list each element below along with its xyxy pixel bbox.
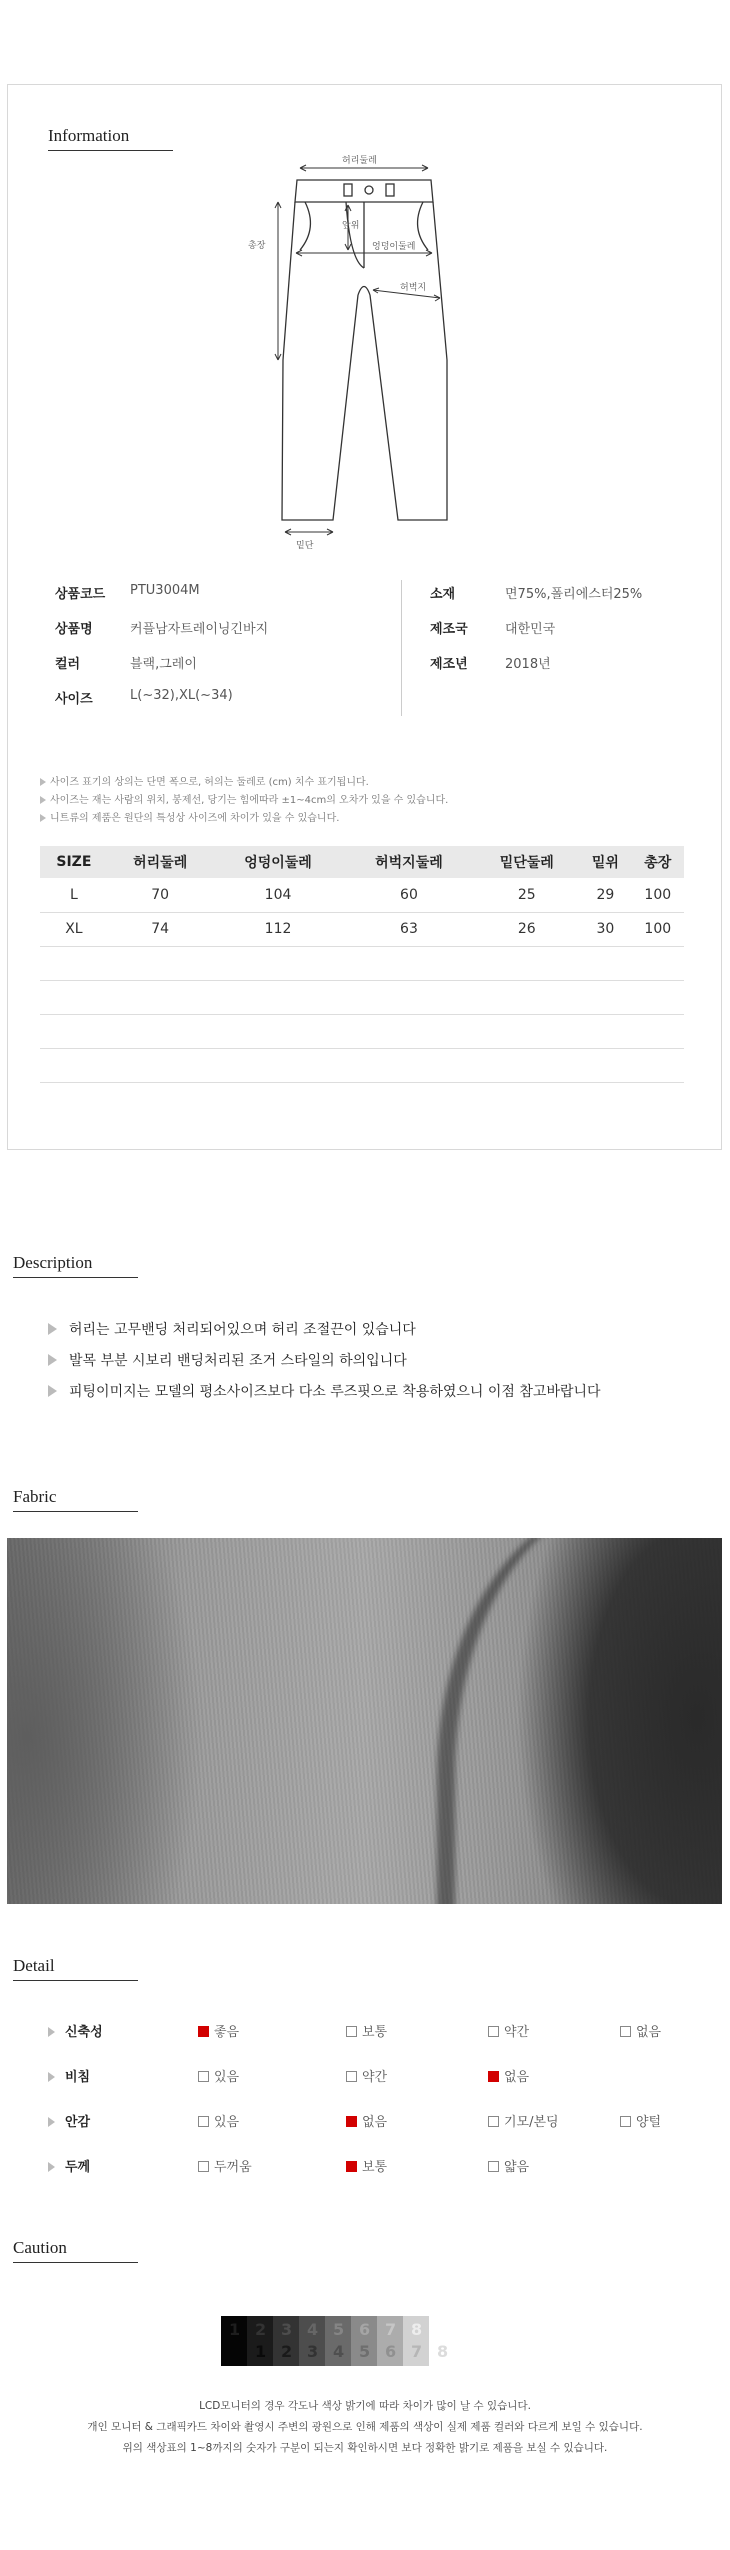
spec-value: PTU3004M <box>130 583 200 598</box>
option: 양털 <box>620 2111 661 2130</box>
spec-key: 제조년 <box>430 657 468 672</box>
table-cell: 29 <box>579 878 631 912</box>
spec-value: 블랙,그레이 <box>130 657 197 672</box>
table-row <box>40 912 684 946</box>
checkbox-icon <box>198 2071 209 2082</box>
note-item: 니트류의 제품은 원단의 특성상 사이즈에 차이가 있을 수 있습니다. <box>40 810 448 828</box>
checkbox-icon <box>346 2071 357 2082</box>
checkbox-checked-icon <box>488 2071 499 2082</box>
option: 두꺼움 <box>198 2156 252 2175</box>
label-hem: 밑단 <box>296 541 314 551</box>
note-item: 사이즈는 재는 사람의 위치, 봉제선, 당기는 힘에따라 ±1~4cm의 오차가 있을 수 있습니다. <box>40 792 448 810</box>
note-item: 사이즈 표기의 상의는 단면 폭으로, 허의는 둘레로 (cm) 치수 표기됩니다. <box>40 774 448 792</box>
option: 없음 <box>620 2021 661 2040</box>
option: 없음 <box>488 2066 529 2085</box>
option: 있음 <box>198 2111 239 2130</box>
col-hip: 엉덩이둘레 <box>213 846 344 878</box>
swatch: 6 5 <box>351 2316 377 2366</box>
description-title: Description <box>13 1253 138 1278</box>
spec-value: 대한민국 <box>505 622 556 637</box>
table-cell: XL <box>40 912 108 946</box>
checkbox-icon <box>488 2026 499 2037</box>
spec-key: 사이즈 <box>55 692 93 707</box>
arrow-icon <box>48 2072 55 2082</box>
swatch: 1 <box>221 2316 247 2366</box>
triangle-icon <box>40 796 46 804</box>
table-cell: 100 <box>632 878 684 912</box>
caution-line: 개인 모니터 & 그래픽카드 차이와 촬영시 주변의 광원으로 인해 제품의 색상이 실제 제품 컬러와 다르게 보일 수 있습니다. <box>87 2421 643 2433</box>
description-list <box>48 1315 601 1408</box>
checkbox-icon <box>198 2116 209 2127</box>
table-cell: 100 <box>632 912 684 946</box>
spec-key: 소재 <box>430 587 456 602</box>
checkbox-icon <box>620 2026 631 2037</box>
arrow-icon <box>48 2027 55 2037</box>
option: 없음 <box>346 2111 387 2130</box>
table-cell: 26 <box>474 912 579 946</box>
checkbox-icon <box>488 2116 499 2127</box>
table-cell: 112 <box>213 912 344 946</box>
arrow-icon <box>48 1354 57 1366</box>
col-waist: 허리둘레 <box>108 846 213 878</box>
table-cell: 74 <box>108 912 213 946</box>
label-hip: 엉덩이둘레 <box>372 242 416 252</box>
checkbox-checked-icon <box>346 2116 357 2127</box>
spec-value: 커플남자트레이닝긴바지 <box>130 622 269 637</box>
caution-line: LCD모니터의 경우 각도나 색상 밝기에 따라 차이가 많이 날 수 있습니다. <box>199 2400 531 2412</box>
checkbox-checked-icon <box>198 2026 209 2037</box>
spec-value: L(~32),XL(~34) <box>130 688 233 703</box>
arrow-icon <box>48 2162 55 2172</box>
arrow-icon <box>48 2117 55 2127</box>
table-cell: L <box>40 878 108 912</box>
triangle-icon <box>40 778 46 786</box>
checkbox-icon <box>198 2161 209 2172</box>
table-row-empty <box>40 980 684 1014</box>
checkbox-icon <box>346 2026 357 2037</box>
list-item: 발목 부분 시보리 밴딩처리된 조거 스타일의 하의입니다 <box>48 1346 601 1377</box>
spec-key: 제조국 <box>430 622 468 637</box>
fabric-photo <box>7 1538 722 1904</box>
spec-key: 컬러 <box>55 657 81 672</box>
col-hem: 밑단둘레 <box>474 846 579 878</box>
table-row <box>40 878 684 912</box>
caution-line: 위의 색상표의 1~8까지의 숫자가 구분이 되는지 확인하시면 보다 정확한 밝기로 제품을 보실 수 있습니다. <box>122 2442 608 2454</box>
swatch: 2 1 <box>247 2316 273 2366</box>
checkbox-checked-icon <box>346 2161 357 2172</box>
arrow-icon <box>48 1323 57 1335</box>
option: 얇음 <box>488 2156 529 2175</box>
label-front-rise: 앞위 <box>342 221 360 231</box>
triangle-icon <box>40 814 46 822</box>
col-size: SIZE <box>40 846 108 878</box>
option: 좋음 <box>198 2021 239 2040</box>
option: 보통 <box>346 2156 387 2175</box>
option: 약간 <box>346 2066 387 2085</box>
swatch: 5 4 <box>325 2316 351 2366</box>
table-cell: 104 <box>213 878 344 912</box>
spec-key: 상품코드 <box>55 587 106 602</box>
label-waist: 허리둘레 <box>342 156 377 166</box>
arrow-icon <box>48 1385 57 1397</box>
pants-size-diagram <box>0 150 730 620</box>
table-row-empty <box>40 1014 684 1048</box>
spec-divider <box>401 580 402 716</box>
table-row-empty <box>40 1048 684 1082</box>
option: 약간 <box>488 2021 529 2040</box>
table-row-empty <box>40 946 684 980</box>
spec-key: 상품명 <box>55 622 93 637</box>
option: 있음 <box>198 2066 239 2085</box>
size-table <box>40 846 684 1083</box>
list-item: 피팅이미지는 모델의 평소사이즈보다 다소 루즈핏으로 착용하였으니 이점 참고바랍니다 <box>48 1377 601 1408</box>
swatch: 7 6 <box>377 2316 403 2366</box>
size-table-header <box>40 846 684 878</box>
fabric-title: Fabric <box>13 1487 138 1512</box>
table-cell: 63 <box>343 912 474 946</box>
checkbox-icon <box>488 2161 499 2172</box>
option: 기모/본딩 <box>488 2111 559 2130</box>
swatch: 3 2 <box>273 2316 299 2366</box>
brightness-swatch-strip <box>221 2316 455 2366</box>
table-cell: 70 <box>108 878 213 912</box>
col-thigh: 허벅지둘레 <box>343 846 474 878</box>
col-length: 총장 <box>632 846 684 878</box>
table-cell: 60 <box>343 878 474 912</box>
option: 보통 <box>346 2021 387 2040</box>
list-item: 허리는 고무밴딩 처리되어있으며 허리 조절끈이 있습니다 <box>48 1315 601 1346</box>
size-notes <box>40 774 448 828</box>
col-rise: 밑위 <box>579 846 631 878</box>
swatch: 8 7 <box>403 2316 429 2366</box>
label-length: 총장 <box>248 241 266 251</box>
table-cell: 30 <box>579 912 631 946</box>
caution-text <box>0 2396 730 2459</box>
table-cell: 25 <box>474 878 579 912</box>
checkbox-icon <box>620 2116 631 2127</box>
swatch: 8 <box>429 2316 455 2366</box>
information-title: Information <box>48 126 173 151</box>
swatch: 4 3 <box>299 2316 325 2366</box>
spec-value: 면75%,폴리에스터25% <box>505 587 643 602</box>
detail-title: Detail <box>13 1956 138 1981</box>
caution-title: Caution <box>13 2238 138 2263</box>
spec-value: 2018년 <box>505 657 551 672</box>
label-thigh: 허벅지 <box>400 283 427 293</box>
